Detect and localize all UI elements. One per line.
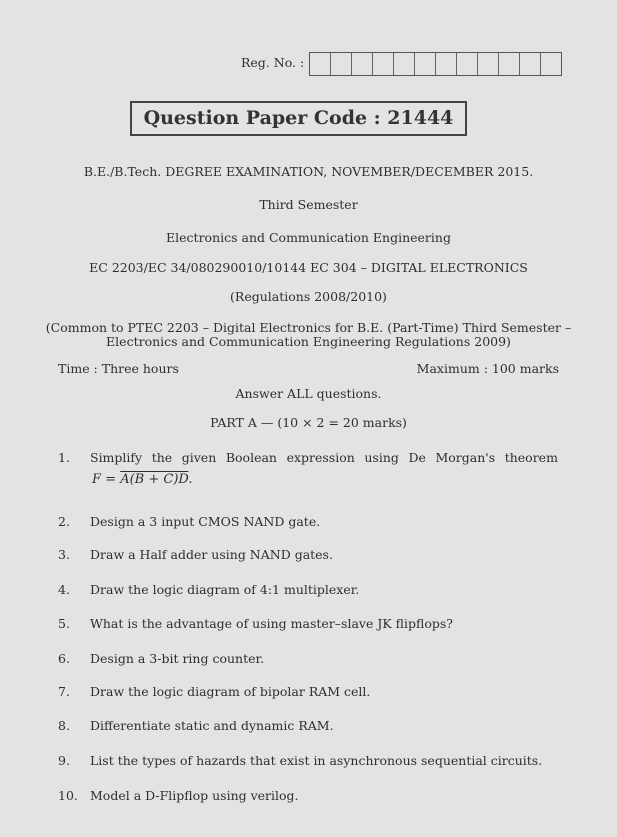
question-text: Draw a Half adder using NAND gates. — [90, 547, 333, 562]
reg-no-box — [478, 53, 499, 75]
question-word: Morgan's — [435, 450, 496, 465]
question-text: Model a D-Flipflop using verilog. — [90, 788, 299, 803]
question-text: Design a 3-bit ring counter. — [90, 651, 265, 666]
question-word: the — [151, 450, 173, 465]
reg-no-label: Reg. No. : — [241, 55, 305, 70]
reg-no-box — [415, 53, 436, 75]
question-number: 10. — [58, 788, 78, 803]
reg-no-box — [331, 53, 352, 75]
formula-c-complement: C — [163, 472, 174, 487]
semester: Third Semester — [259, 197, 358, 212]
question-text — [90, 450, 558, 465]
question-word: given — [181, 450, 217, 465]
reg-no-box — [394, 53, 415, 75]
question-number: 8. — [58, 718, 70, 733]
question-number: 4. — [58, 582, 70, 597]
regulations: (Regulations 2008/2010) — [230, 289, 387, 304]
course: EC 2203/EC 34/080290010/10144 EC 304 – DIGITAL ELECTRONICS — [89, 260, 528, 275]
question-number: 6. — [58, 651, 70, 666]
formula-complement-bar: A(B + C)D — [120, 472, 189, 487]
max-marks: Maximum : 100 marks — [416, 361, 559, 376]
common-line-1: (Common to PTEC 2203 – Digital Electronics for B.E. (Part-Time) Third Semester – — [45, 320, 572, 335]
part-heading: PART A — (10 × 2 = 20 marks) — [210, 415, 407, 430]
instruction: Answer ALL questions. — [235, 386, 382, 401]
question-word: De — [408, 450, 426, 465]
question-text: Design a 3 input CMOS NAND gate. — [90, 514, 321, 529]
question-number: 5. — [58, 616, 70, 631]
question-text: Draw the logic diagram of bipolar RAM cell. — [90, 684, 371, 699]
exam-title: B.E./B.Tech. DEGREE EXAMINATION, NOVEMBER/DECEMBER 2015. — [83, 164, 534, 179]
question-word: Simplify — [90, 450, 143, 465]
question-word: using — [364, 450, 399, 465]
reg-no-box — [520, 53, 541, 75]
question-word: expression — [286, 450, 355, 465]
reg-no-box — [373, 53, 394, 75]
time: Time : Three hours — [58, 361, 179, 376]
question-number: 9. — [58, 753, 70, 768]
question-text: What is the advantage of using master–slave JK flipflops? — [90, 616, 453, 631]
common-line-2: Electronics and Communication Engineering Regulations 2009) — [106, 334, 511, 349]
reg-no-box — [499, 53, 520, 75]
question-word: Boolean — [225, 450, 277, 465]
reg-no-box — [352, 53, 373, 75]
question-number: 7. — [58, 684, 70, 699]
branch: Electronics and Communication Engineering — [166, 230, 451, 245]
question-word: theorem — [504, 450, 558, 465]
reg-no-box — [457, 53, 478, 75]
reg-no-box — [541, 53, 561, 75]
reg-no-box — [310, 53, 331, 75]
question-formula: F = A(B + C)D. — [92, 472, 193, 487]
question-text: List the types of hazards that exist in asynchronous sequential circuits. — [90, 753, 543, 768]
reg-no-box — [436, 53, 457, 75]
question-paper-code: Question Paper Code : 21444 — [130, 101, 467, 136]
reg-no-boxes — [309, 52, 562, 76]
question-number: 1. — [58, 450, 70, 465]
question-text: Differentiate static and dynamic RAM. — [90, 718, 334, 733]
question-number: 3. — [58, 547, 70, 562]
question-number: 2. — [58, 514, 70, 529]
question-text: Draw the logic diagram of 4:1 multiplexer. — [90, 582, 360, 597]
